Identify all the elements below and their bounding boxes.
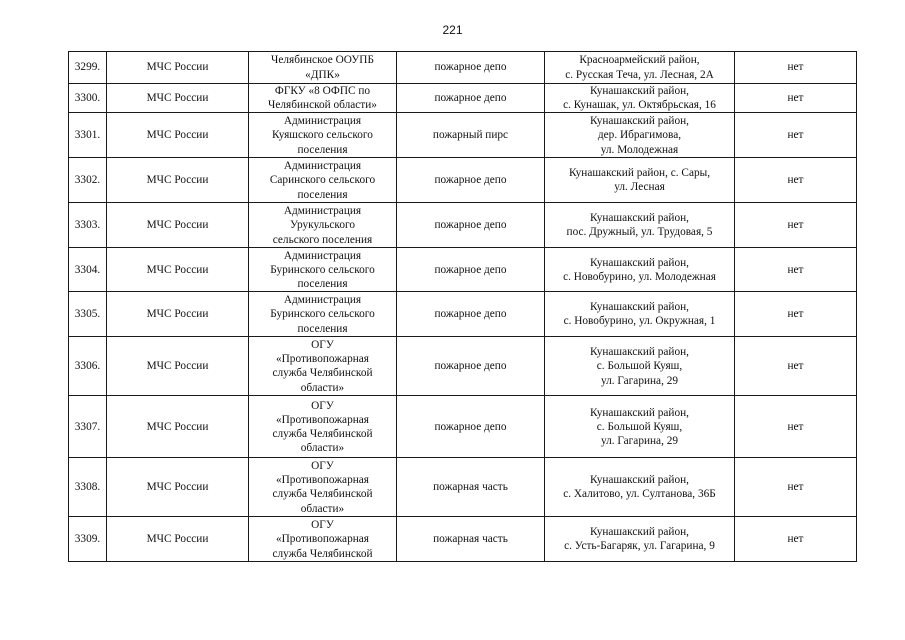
- table-row: [69, 158, 857, 203]
- flag-cell: нет: [735, 158, 857, 203]
- table-row: [69, 292, 857, 337]
- owner-cell: [249, 458, 397, 517]
- address-line: Кунашакский район,: [590, 474, 689, 487]
- row-number-cell: 3307.: [69, 396, 107, 458]
- owner-cell: [249, 337, 397, 396]
- row-number-cell: 3304.: [69, 248, 107, 292]
- address-line: с. Кунашак, ул. Октябрьская, 16: [563, 99, 716, 112]
- owner-cell: [249, 396, 397, 458]
- table-row: [69, 203, 857, 248]
- owner-line: Буринского сельского: [270, 263, 375, 276]
- owner-line: ОГУ: [311, 460, 334, 472]
- address-line: ул. Лесная: [614, 181, 665, 194]
- flag-cell: нет: [735, 248, 857, 292]
- organization-cell: МЧС России: [107, 517, 249, 562]
- address-cell: [545, 248, 735, 292]
- facility-type-cell: пожарное депо: [397, 396, 545, 458]
- owner-line: служба Челябинской: [272, 367, 373, 380]
- owner-line: Челябинское ООУПБ: [271, 54, 374, 67]
- address-line: ул. Молодежная: [600, 143, 679, 156]
- address-line: Кунашакский район,: [590, 346, 689, 359]
- address-line: Кунашакский район,: [590, 301, 689, 314]
- registry-table-body: [69, 52, 857, 562]
- owner-line: служба Челябинской: [272, 427, 373, 440]
- table-row: [69, 248, 857, 292]
- owner-line: области»: [300, 442, 345, 455]
- facility-type-cell: пожарное депо: [397, 337, 545, 396]
- row-number-cell: 3308.: [69, 458, 107, 517]
- owner-line: «Противопожарная: [276, 413, 369, 426]
- owner-line: Буринского сельского: [270, 308, 375, 321]
- organization-cell: МЧС России: [107, 458, 249, 517]
- address-line: Кунашакский район, с. Сары,: [568, 167, 711, 180]
- owner-line: поселения: [297, 322, 348, 335]
- owner-line: ОГУ: [311, 519, 334, 532]
- owner-line: «Противопожарная: [276, 533, 369, 546]
- owner-line: поселения: [297, 278, 348, 290]
- table-row: [69, 458, 857, 517]
- owner-line: ФГКУ «8 ОФПС по: [274, 85, 371, 97]
- facility-type-cell: пожарное депо: [397, 84, 545, 113]
- row-number-cell: 3303.: [69, 203, 107, 248]
- owner-line: Администрация: [283, 205, 362, 218]
- organization-cell: МЧС России: [107, 113, 249, 158]
- owner-line: Администрация: [283, 294, 362, 307]
- row-number-cell: 3309.: [69, 517, 107, 562]
- table-row: [69, 84, 857, 113]
- address-line: Кунашакский район,: [590, 212, 689, 225]
- row-number-cell: 3302.: [69, 158, 107, 203]
- owner-line: служба Челябинской: [272, 547, 373, 560]
- address-cell: [545, 458, 735, 517]
- address-line: с. Большой Куяш,: [596, 360, 683, 373]
- owner-line: «Противопожарная: [276, 474, 369, 487]
- owner-cell: [249, 113, 397, 158]
- registry-table: [68, 51, 857, 562]
- organization-cell: МЧС России: [107, 248, 249, 292]
- table-row: [69, 113, 857, 158]
- address-line: ул. Гагарина, 29: [600, 435, 679, 447]
- owner-cell: [249, 203, 397, 248]
- owner-line: Администрация: [283, 115, 362, 128]
- address-line: пос. Дружный, ул. Трудовая, 5: [566, 226, 713, 239]
- facility-type-cell: пожарное депо: [397, 292, 545, 337]
- page-number: 221: [442, 23, 463, 37]
- facility-type-cell: пожарное депо: [397, 158, 545, 203]
- address-cell: [545, 337, 735, 396]
- organization-cell: МЧС России: [107, 396, 249, 458]
- owner-line: ОГУ: [311, 339, 334, 351]
- row-number-cell: 3299.: [69, 52, 107, 84]
- owner-cell: [249, 517, 397, 562]
- row-number-cell: 3306.: [69, 337, 107, 396]
- table-row: [69, 337, 857, 396]
- owner-line: поселения: [297, 143, 348, 156]
- address-line: Красноармейский район,: [579, 54, 700, 67]
- address-line: Кунашакский район,: [590, 115, 689, 128]
- flag-cell: нет: [735, 458, 857, 517]
- address-line: с. Новобурино, ул. Молодежная: [563, 270, 716, 283]
- owner-line: Администрация: [283, 160, 362, 173]
- address-line: Кунашакский район,: [590, 526, 689, 539]
- address-line: с. Усть-Багаряк, ул. Гагарина, 9: [564, 540, 715, 553]
- address-line: Кунашакский район,: [590, 406, 689, 419]
- flag-cell: нет: [735, 337, 857, 396]
- address-line: Кунашакский район,: [590, 256, 689, 269]
- owner-line: Урукульского: [289, 219, 355, 232]
- address-line: с. Новобурино, ул. Окружная, 1: [563, 315, 716, 328]
- address-line: с. Большой Куяш,: [596, 420, 683, 433]
- facility-type-cell: пожарное депо: [397, 248, 545, 292]
- address-cell: [545, 113, 735, 158]
- owner-line: сельского поселения: [272, 233, 373, 246]
- facility-type-cell: пожарный пирс: [397, 113, 545, 158]
- owner-cell: [249, 52, 397, 84]
- organization-cell: МЧС России: [107, 337, 249, 396]
- row-number-cell: 3305.: [69, 292, 107, 337]
- flag-cell: нет: [735, 52, 857, 84]
- owner-line: Куяшского сельского: [272, 129, 373, 142]
- owner-line: Администрация: [283, 249, 362, 262]
- address-cell: [545, 203, 735, 248]
- address-line: с. Русская Теча, ул. Лесная, 2А: [565, 68, 714, 81]
- owner-line: области»: [300, 502, 345, 515]
- flag-cell: нет: [735, 113, 857, 158]
- owner-line: Челябинской области»: [268, 99, 377, 112]
- address-cell: [545, 52, 735, 84]
- owner-cell: [249, 292, 397, 337]
- address-cell: [545, 84, 735, 113]
- owner-line: ОГУ: [311, 399, 334, 412]
- owner-cell: [249, 84, 397, 113]
- flag-cell: нет: [735, 396, 857, 458]
- address-line: дер. Ибрагимова,: [597, 129, 682, 142]
- row-number-cell: 3301.: [69, 113, 107, 158]
- address-cell: [545, 396, 735, 458]
- flag-cell: нет: [735, 84, 857, 113]
- address-line: Кунашакский район,: [590, 85, 689, 97]
- organization-cell: МЧС России: [107, 292, 249, 337]
- organization-cell: МЧС России: [107, 203, 249, 248]
- facility-type-cell: пожарная часть: [397, 458, 545, 517]
- owner-line: поселения: [297, 188, 348, 201]
- flag-cell: нет: [735, 292, 857, 337]
- table-row: [69, 52, 857, 84]
- address-line: ул. Гагарина, 29: [600, 374, 679, 387]
- flag-cell: нет: [735, 203, 857, 248]
- organization-cell: МЧС России: [107, 84, 249, 113]
- organization-cell: МЧС России: [107, 52, 249, 84]
- owner-line: области»: [300, 381, 345, 394]
- facility-type-cell: пожарное депо: [397, 52, 545, 84]
- organization-cell: МЧС России: [107, 158, 249, 203]
- table-row: [69, 517, 857, 562]
- owner-line: служба Челябинской: [272, 488, 373, 501]
- row-number-cell: 3300.: [69, 84, 107, 113]
- owner-cell: [249, 248, 397, 292]
- owner-line: «ДПК»: [305, 68, 340, 81]
- flag-cell: нет: [735, 517, 857, 562]
- owner-line: «Противопожарная: [276, 353, 369, 366]
- address-cell: [545, 292, 735, 337]
- facility-type-cell: пожарное депо: [397, 203, 545, 248]
- table-row: [69, 396, 857, 458]
- address-line: с. Халитово, ул. Султанова, 36Б: [563, 488, 716, 501]
- address-cell: [545, 158, 735, 203]
- owner-cell: [249, 158, 397, 203]
- facility-type-cell: пожарная часть: [397, 517, 545, 562]
- address-cell: [545, 517, 735, 562]
- owner-line: Саринского сельского: [269, 174, 376, 187]
